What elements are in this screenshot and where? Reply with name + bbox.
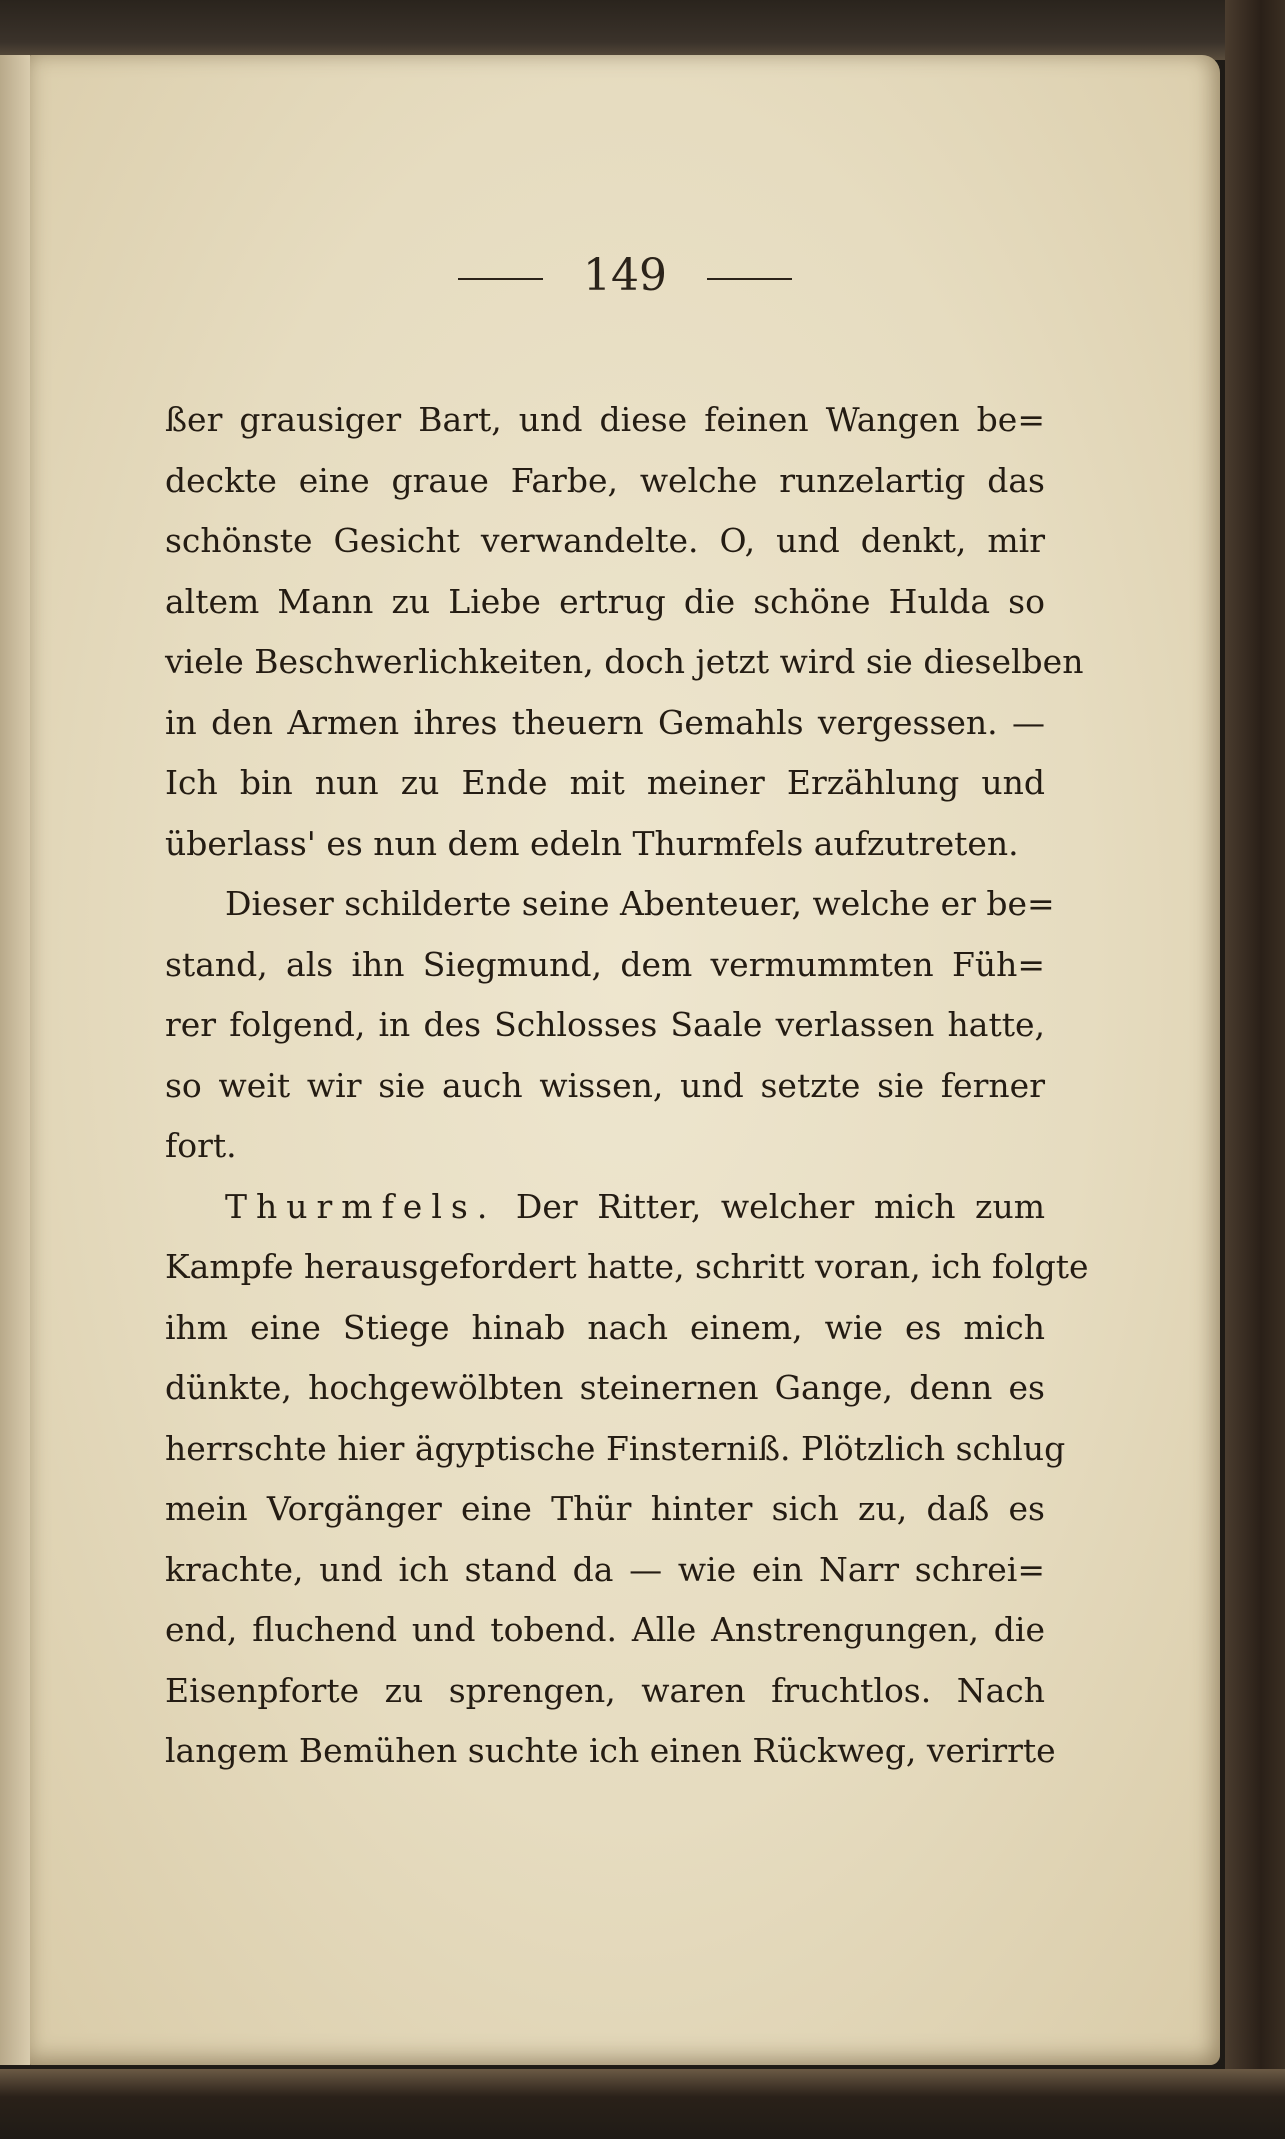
line-text: fort. — [165, 1126, 237, 1165]
book-edge-bottom — [0, 2069, 1285, 2139]
text-line — [165, 1419, 1066, 1480]
line-text: krachte, und ich stand da — wie ein Narr schrei= — [165, 1549, 1045, 1589]
line-text: altem Mann zu Liebe ertrug die schöne Hulda so — [165, 581, 1045, 621]
book-cover-edge — [1225, 0, 1285, 2139]
text-line — [165, 814, 1045, 875]
line-text: mein Vorgänger eine Thür hinter sich zu, daß es — [165, 1489, 1045, 1528]
line-text: schönste Gesicht verwandelte. O, und denkt, mir — [165, 521, 1045, 560]
line-text: Kampfe herausgefordert hatte, schritt voran, ich folgte — [165, 1247, 1089, 1286]
line-text: rer folgend, in des Schlosses Saale verlassen hatte, — [165, 1005, 1045, 1044]
body-text — [165, 390, 1089, 1782]
line-text: langem Bemühen suchte ich einen Rückweg, verirrte — [165, 1731, 1056, 1770]
text-line — [165, 511, 1045, 572]
text-line — [165, 1116, 1045, 1177]
line-text: in den Armen ihres theuern Gemahls vergessen. — — [165, 702, 1045, 742]
line-text: Der Ritter, welcher mich zum — [515, 1186, 1045, 1226]
text-line — [165, 1661, 1045, 1722]
line-text: so weit wir sie auch wissen, und setzte sie ferner — [165, 1065, 1045, 1105]
line-text: stand, als ihn Siegmund, dem vermummten Füh= — [165, 944, 1045, 984]
line-text: ihm eine Stiege hinab nach einem, wie es mich — [165, 1307, 1045, 1347]
header-rule-right — [707, 278, 792, 280]
text-line — [165, 1479, 1045, 1540]
text-line — [165, 1358, 1045, 1419]
line-text: überlass' es nun dem edeln Thurmfels aufzutreten. — [165, 823, 1019, 863]
text-line — [165, 390, 1045, 451]
text-line — [165, 1237, 1089, 1298]
line-text: dünkte, hochgewölbten steinernen Gange, denn es — [165, 1368, 1045, 1407]
text-line — [165, 1177, 1045, 1238]
text-line — [165, 995, 1045, 1056]
line-text: Ich bin nun zu Ende mit meiner Erzählung und — [165, 763, 1045, 802]
book-edge-top — [0, 0, 1285, 60]
line-text: viele Beschwerlichkeiten, doch jetzt wird sie dieselben — [165, 642, 1084, 681]
previous-page-edge — [0, 55, 32, 2065]
text-line — [165, 1056, 1045, 1117]
line-text: deckte eine graue Farbe, welche runzelartig das — [165, 460, 1045, 500]
line-text: herrschte hier ägyptische Finsterniß. Plötzlich schlug — [165, 1428, 1066, 1468]
text-line — [165, 1600, 1045, 1661]
text-line — [165, 935, 1045, 996]
text-line — [165, 693, 1045, 754]
line-text: ßer grausiger Bart, und diese feinen Wangen be= — [165, 400, 1045, 439]
text-line — [165, 753, 1045, 814]
book-page — [30, 55, 1220, 2065]
text-line — [165, 1540, 1045, 1601]
text-line — [165, 874, 1055, 935]
text-line — [165, 1298, 1045, 1359]
header-rule-left — [458, 278, 543, 280]
page-header — [30, 250, 1220, 301]
text-line — [165, 451, 1045, 512]
text-line — [165, 1721, 1056, 1782]
line-text: end, fluchend und tobend. Alle Anstrengungen, die — [165, 1610, 1045, 1649]
page-number: 149 — [583, 250, 667, 301]
speaker-name: Thurmfels. — [225, 1186, 497, 1226]
text-line — [165, 632, 1084, 693]
text-line — [165, 572, 1045, 633]
line-text: Dieser schilderte seine Abenteuer, welche er be= — [225, 884, 1055, 923]
line-text: Eisenpforte zu sprengen, waren fruchtlos. Nach — [165, 1670, 1045, 1710]
